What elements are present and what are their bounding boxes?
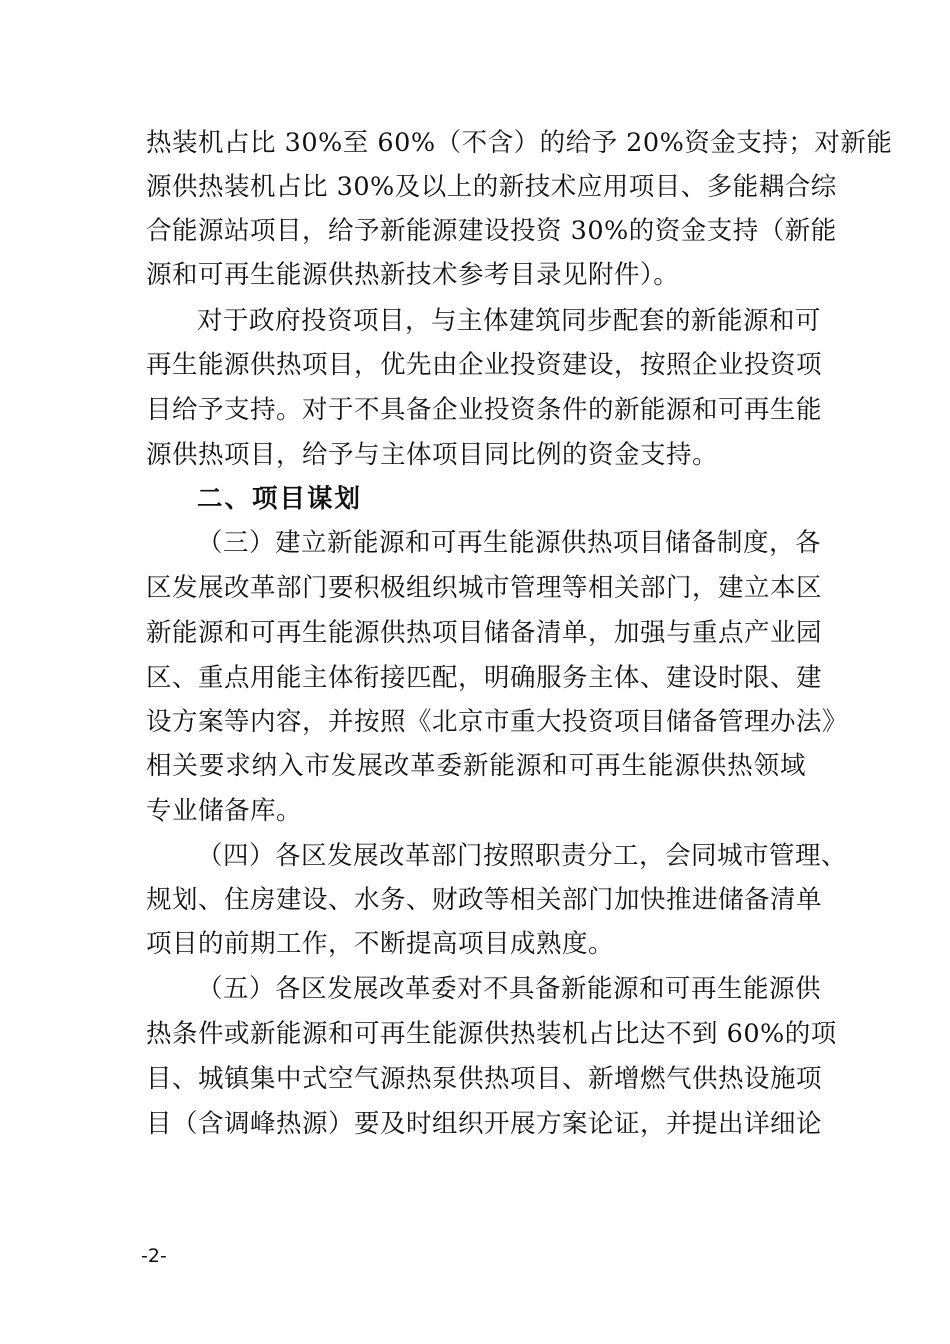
paragraph-line: 专业储备库。 [146, 796, 303, 826]
paragraph-line: 目（含调峰热源）要及时组织开展方案论证，并提出详细论 [146, 1109, 823, 1139]
paragraph-line: 新能源和可再生能源供热项目储备清单，加强与重点产业园 [146, 618, 823, 648]
paragraph-line: 相关要求纳入市发展改革委新能源和可再生能源供热领域 [146, 751, 806, 781]
paragraph-line: 目、城镇集中式空气源热泵供热项目、新增燃气供热设施项 [146, 1064, 823, 1094]
paragraph-line: 区发展改革部门要积极组织城市管理等相关部门，建立本区 [146, 573, 823, 603]
paragraph-line: 区、重点用能主体衔接匹配，明确服务主体、建设时限、建 [146, 663, 823, 693]
paragraph-line: 源和可再生能源供热新技术参考目录见附件）。 [146, 260, 680, 290]
page-number: -2- [141, 1245, 167, 1267]
paragraph-line: 热装机占比 30%至 60%（不含）的给予 20%资金支持；对新能 [146, 128, 893, 158]
paragraph-line: 规划、住房建设、水务、财政等相关部门加快推进储备清单 [146, 885, 823, 915]
section-heading: 二、项目谋划 [197, 484, 363, 514]
paragraph-line: 目给予支持。对于不具备企业投资条件的新能源和可再生能 [146, 395, 823, 425]
paragraph-line: 源供热项目，给予与主体项目同比例的资金支持。 [146, 440, 719, 470]
paragraph-line: 设方案等内容，并按照《北京市重大投资项目储备管理办法》 [146, 707, 849, 737]
paragraph-line: 对于政府投资项目，与主体建筑同步配套的新能源和可 [197, 306, 822, 336]
paragraph-line: 合能源站项目，给予新能源建设投资 30%的资金支持（新能 [146, 216, 837, 246]
paragraph-line: 热条件或新能源和可再生能源供热装机占比达不到 60%的项 [146, 1019, 837, 1049]
paragraph-line: 项目的前期工作，不断提高项目成熟度。 [146, 929, 615, 959]
paragraph-line: （四）各区发展改革部门按照职责分工，会同城市管理、 [197, 841, 848, 871]
paragraph-line: 再生能源供热项目，优先由企业投资建设，按照企业投资项 [146, 350, 823, 380]
paragraph-line: （五）各区发展改革委对不具备新能源和可再生能源供 [197, 974, 822, 1004]
paragraph-line: 源供热装机占比 30%及以上的新技术应用项目、多能耦合综 [146, 172, 837, 202]
paragraph-line: （三）建立新能源和可再生能源供热项目储备制度，各 [197, 528, 822, 558]
